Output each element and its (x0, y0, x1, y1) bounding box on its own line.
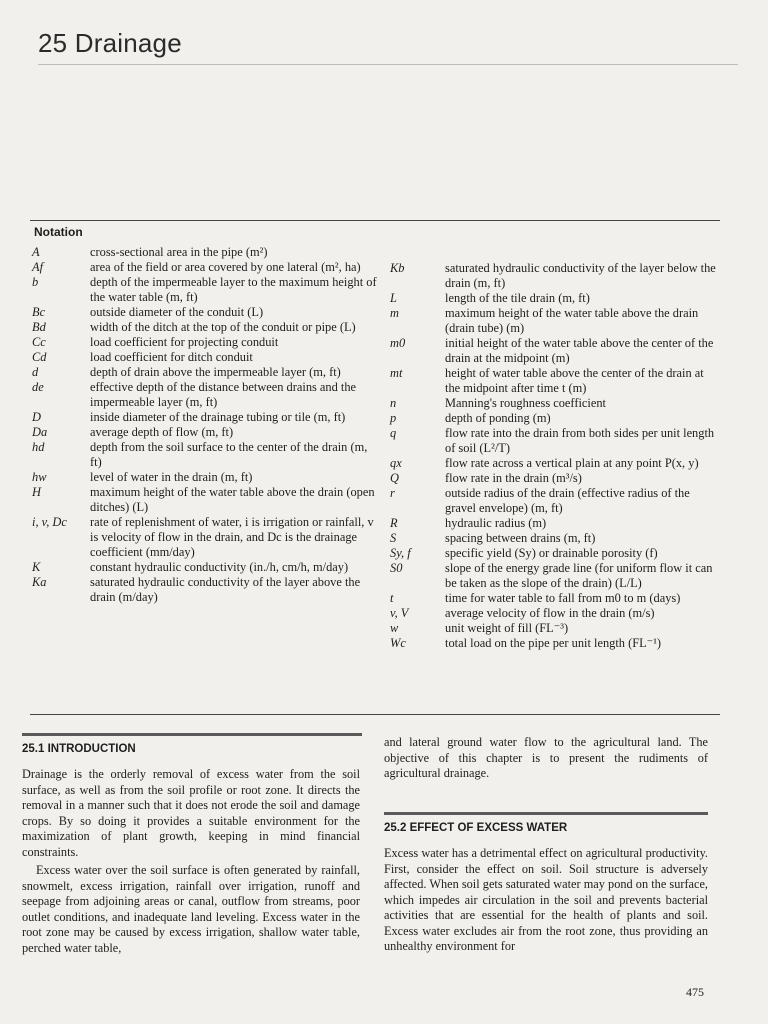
notation-symbol: w (390, 621, 399, 635)
notation-entry (390, 411, 718, 426)
notation-entry (390, 261, 718, 291)
notation-symbol: m (390, 306, 399, 320)
notation-symbol: r (390, 486, 395, 500)
intro-section-heading: 25.1 INTRODUCTION (22, 743, 136, 755)
effect-section-heading: 25.2 EFFECT OF EXCESS WATER (384, 822, 568, 834)
notation-definition: area of the field or area covered by one lateral (m², ha) (90, 260, 361, 274)
notation-entry (390, 531, 718, 546)
notation-entry (390, 486, 718, 516)
notation-entry (390, 606, 718, 621)
notation-entry (390, 591, 718, 606)
notation-entry (32, 575, 382, 605)
notation-definition: unit weight of fill (FL⁻³) (445, 621, 569, 635)
notation-symbol: v, V (390, 606, 409, 620)
notation-entry (390, 621, 718, 636)
notation-entry (390, 426, 718, 456)
notation-symbol: i, v, Dc (32, 515, 67, 529)
notation-entry (390, 546, 718, 561)
notation-definition: hydraulic radius (m) (445, 516, 547, 530)
notation-entry (390, 456, 718, 471)
notation-entry (390, 291, 718, 306)
notation-definition: depth from the soil surface to the center of the drain (m, ft) (90, 440, 368, 469)
intro-section-rule (22, 733, 362, 736)
notation-symbol: Da (32, 425, 48, 439)
notation-symbol: hd (32, 440, 45, 454)
notation-definition: initial height of the water table above the center of the drain at the midpoint (m) (445, 336, 714, 365)
notation-right-column (390, 261, 718, 651)
notation-symbol: d (32, 365, 39, 379)
notation-definition: time for water table to fall from m0 to m (days) (445, 591, 681, 605)
notation-symbol: Bc (32, 305, 46, 319)
notation-symbol: Kb (390, 261, 405, 275)
notation-definition: height of water table above the center of the drain at the midpoint after time t (m) (445, 366, 704, 395)
notation-entry (32, 275, 382, 305)
notation-definition: level of water in the drain (m, ft) (90, 470, 253, 484)
chapter-title-rule (38, 64, 738, 65)
notation-definition: outside diameter of the conduit (L) (90, 305, 264, 319)
notation-symbol: Cd (32, 350, 47, 364)
notation-entry (32, 365, 382, 380)
notation-symbol: Af (32, 260, 44, 274)
notation-definition: average velocity of flow in the drain (m/s) (445, 606, 655, 620)
notation-definition: flow rate across a vertical plain at any point P(x, y) (445, 456, 699, 470)
intro-paragraph-1: Drainage is the orderly removal of excess water from the soil surface, as well as from the soil profile or root zone. It directs the removal in a manner such that it does not erode the soil and damage crops. By so doing it provides a suitable environment for the maximization of plant growth, keeping in mind financial constraints. (22, 767, 360, 859)
notation-symbol: Bd (32, 320, 46, 334)
notation-symbol: n (390, 396, 397, 410)
notation-definition: cross-sectional area in the pipe (m²) (90, 245, 268, 259)
notation-definition: inside diameter of the drainage tubing or tile (m, ft) (90, 410, 346, 424)
notation-symbol: Wc (390, 636, 406, 650)
notation-entry (32, 515, 382, 560)
notation-symbol: K (32, 560, 41, 574)
notation-heading: Notation (34, 225, 83, 239)
notation-definition: depth of ponding (m) (445, 411, 551, 425)
notation-entry (390, 396, 718, 411)
notation-symbol: A (32, 245, 40, 259)
notation-entry (32, 320, 382, 335)
notation-entry (390, 306, 718, 336)
notation-symbol: Q (390, 471, 399, 485)
notation-definition: average depth of flow (m, ft) (90, 425, 234, 439)
intro-paragraph-2: Excess water over the soil surface is often generated by rainfall, snowmelt, excess irrigation, rainfall over irrigation, runoff and seepage from adjoining areas or canal, outflow from streams, poor outlet conditions, and inadequate land leveling. Excess water in the root zone may be caused by excess irrigation, shallow water table, perched water table, (22, 863, 360, 955)
notation-entry (390, 561, 718, 591)
notation-symbol: Sy, f (390, 546, 411, 560)
notation-symbol: de (32, 380, 44, 394)
notation-definition: outside radius of the drain (effective radius of the gravel envelope) (m, ft) (445, 486, 690, 515)
notation-symbol: hw (32, 470, 47, 484)
notation-entry (32, 560, 382, 575)
chapter-title: 25 Drainage (38, 28, 182, 58)
notation-entry (32, 245, 382, 260)
notation-box (30, 220, 720, 715)
notation-symbol: b (32, 275, 39, 289)
notation-definition: flow rate in the drain (m³/s) (445, 471, 582, 485)
notation-symbol: L (390, 291, 397, 305)
notation-entry (32, 305, 382, 320)
notation-symbol: qx (390, 456, 402, 470)
notation-symbol: S (390, 531, 397, 545)
notation-definition: rate of replenishment of water, i is irrigation or rainfall, v is velocity of flow in the drain, and Dc is the drainage coefficient (mm/day) (90, 515, 374, 559)
notation-symbol: H (32, 485, 41, 499)
notation-symbol: q (390, 426, 397, 440)
notation-entry (390, 366, 718, 396)
notation-definition: total load on the pipe per unit length (FL⁻¹) (445, 636, 662, 650)
effect-paragraph-1: Excess water has a detrimental effect on agricultural productivity. First, consider the effect on soil. Soil structure is adversely affected. When soil gets saturated water may pond on the surface, which impedes air circulation in the soil and prevents bacterial activities that are essential for the health of plants and soil. Excess water excludes air from the root zone, thus providing an unhealthy environment for (384, 846, 708, 953)
page-number: 475 (686, 985, 704, 999)
notation-definition: maximum height of the water table above the drain (drain tube) (m) (445, 306, 699, 335)
notation-entry (32, 425, 382, 440)
notation-entry (390, 636, 718, 651)
notation-entry (32, 380, 382, 410)
notation-symbol: p (390, 411, 397, 425)
notation-entry (32, 350, 382, 365)
notation-symbol: m0 (390, 336, 406, 350)
notation-symbol: mt (390, 366, 403, 380)
notation-definition: flow rate into the drain from both sides per unit length of soil (L²/T) (445, 426, 715, 455)
notation-definition: specific yield (Sy) or drainable porosity (f) (445, 546, 658, 560)
notation-definition: slope of the energy grade line (for uniform flow it can be taken as the slope of the drain) (L/L) (445, 561, 713, 590)
notation-definition: Manning's roughness coefficient (445, 396, 606, 410)
notation-definition: width of the ditch at the top of the conduit or pipe (L) (90, 320, 356, 334)
notation-symbol: Cc (32, 335, 46, 349)
notation-entry (32, 335, 382, 350)
notation-symbol: S0 (390, 561, 403, 575)
notation-definition: effective depth of the distance between drains and the impermeable layer (m, ft) (90, 380, 357, 409)
notation-definition: depth of the impermeable layer to the maximum height of the water table (m, ft) (90, 275, 377, 304)
notation-symbol: R (390, 516, 398, 530)
notation-definition: maximum height of the water table above the drain (open ditches) (L) (90, 485, 375, 514)
notation-definition: saturated hydraulic conductivity of the layer below the drain (m, ft) (445, 261, 716, 290)
notation-entry (32, 410, 382, 425)
notation-definition: depth of drain above the impermeable layer (m, ft) (90, 365, 341, 379)
notation-symbol: D (32, 410, 41, 424)
notation-definition: spacing between drains (m, ft) (445, 531, 596, 545)
notation-entry (390, 471, 718, 486)
notation-definition: load coefficient for projecting conduit (90, 335, 279, 349)
notation-entry (32, 470, 382, 485)
notation-definition: load coefficient for ditch conduit (90, 350, 253, 364)
notation-symbol: t (390, 591, 394, 605)
intro-paragraph-3: and lateral ground water flow to the agricultural land. The objective of this chapter is to present the rudiments of agricultural drainage. (384, 735, 708, 780)
notation-symbol: Ka (32, 575, 47, 589)
notation-entry (390, 336, 718, 366)
notation-entry (390, 516, 718, 531)
effect-section-rule (384, 812, 708, 815)
notation-definition: constant hydraulic conductivity (in./h, cm/h, m/day) (90, 560, 349, 574)
notation-entry (32, 440, 382, 470)
notation-entry (32, 485, 382, 515)
notation-entry (32, 260, 382, 275)
notation-definition: saturated hydraulic conductivity of the layer above the drain (m/day) (90, 575, 361, 604)
notation-left-column (32, 245, 382, 605)
notation-definition: length of the tile drain (m, ft) (445, 291, 590, 305)
